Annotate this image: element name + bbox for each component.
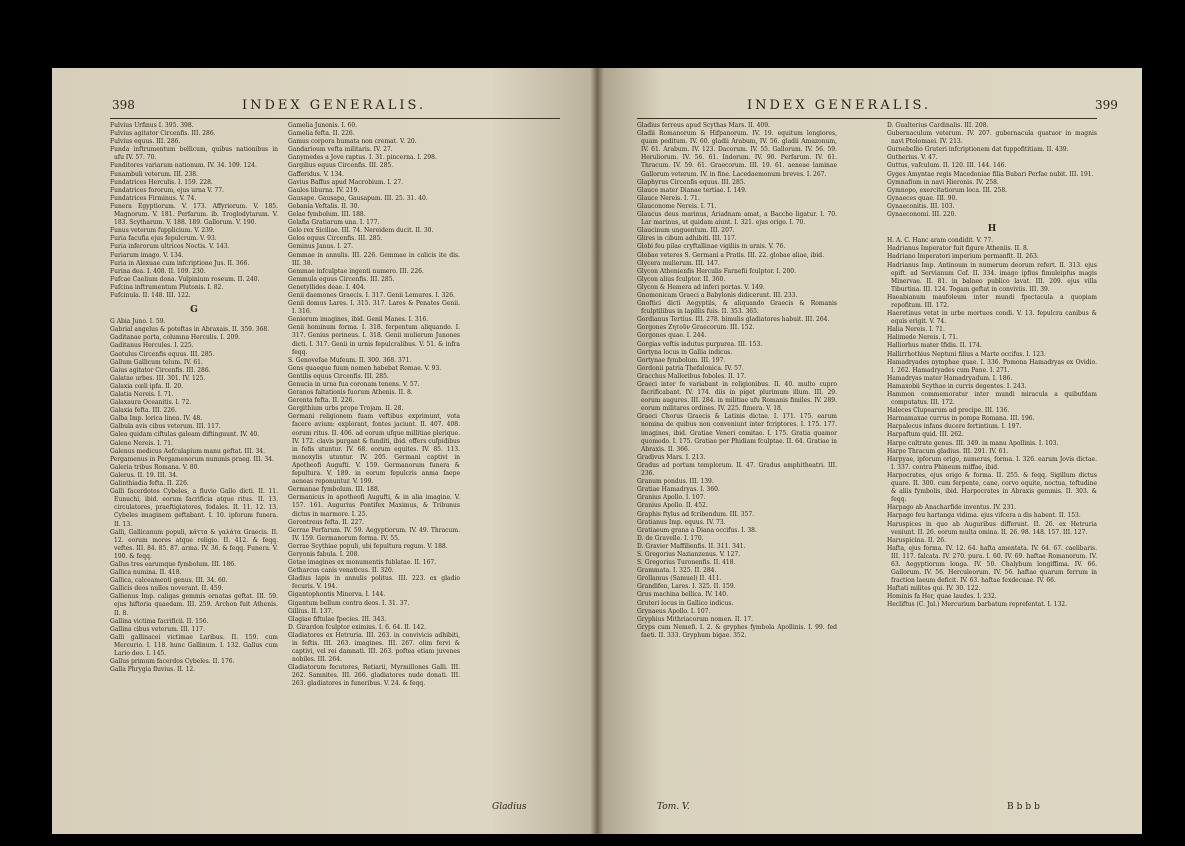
section-letter-g: G	[190, 305, 198, 316]
index-entry: Galla Phrygia fluvius. II. 12.	[110, 666, 196, 674]
index-entry: Geryonis fabula. I. 208.	[288, 550, 360, 558]
index-entry: D. Gravier Maffilienfis. II. 311. 341.	[637, 542, 746, 550]
index-entry: Gynaeces quae. III. 90.	[887, 194, 958, 202]
index-entry: Furiarum imago. V. 134.	[110, 251, 184, 259]
index-entry: Funditores variarum nationum. IV. 34. 109. 124.	[110, 162, 257, 170]
index-entry: Gubernaculum veterum. IV. 207. gubernacula quatuor in magnis navi Ptolomaei. IV. 213.	[887, 130, 1097, 146]
index-entry: Galbula avis cibus veterum. III. 117.	[110, 423, 221, 431]
index-entry: Gelos equus Circenfis. III. 285.	[288, 235, 383, 243]
left-running-header: INDEX GENERALIS.	[242, 98, 427, 113]
index-entry: Halimede Nereis. I. 71.	[887, 334, 958, 342]
index-entry: Getae imagines ex monumentis fublatae. II. 167.	[288, 559, 437, 567]
volume-mark: Tom. V.	[657, 802, 690, 812]
right-page	[597, 68, 1142, 834]
index-entry: Gorgones Ζητοῦν Graecorum. III. 152.	[637, 324, 755, 332]
index-entry: Gallica, calceamenti genus. III. 34. 60.	[110, 577, 228, 585]
book-spread	[52, 68, 1142, 834]
index-entry: Halia Nereis. I. 71.	[887, 326, 945, 334]
index-entry: Gortyna locus in Gallia indicus.	[637, 348, 733, 356]
index-entry: D. Girardon fculptor eximius. I. 6. 64. II. 142.	[288, 623, 427, 631]
index-entry: Harpaftum quid. III. 262.	[887, 431, 964, 439]
index-entry: Haeabianum maufoleum inter mundi fpectacula a quopiam repofitum. III. 172.	[887, 293, 1097, 309]
index-entry: Geminus Janus. I. 27.	[288, 243, 353, 251]
index-entry: Gabrial angelus & poteftas in Abraxais. II. 359. 368.	[110, 326, 270, 334]
index-entry: Gillius. II. 137.	[288, 607, 334, 615]
right-header-rule	[637, 118, 1097, 119]
index-entry: Galli, Gallicanum populi, κάττα & γαλάτα Graecis. II. 12. eorum mores atque religio. II. 412. & feqq. veftes. III. 84. 85. 87. arma. IV. 36. & feqq. Funera. V. 190. & feqq.	[110, 528, 278, 560]
index-entry: Glauconome Nereis. I. 71.	[637, 202, 717, 210]
left-page	[52, 68, 597, 834]
index-entry: Gynaeconitis. III. 103.	[887, 202, 955, 210]
index-entry: Fulvius equus. III. 286.	[110, 138, 181, 146]
index-entry: Gryphius Mithriacorum nomen. II. 17.	[637, 615, 754, 623]
index-entry: Harpalecus infans ducere fertintium. I. 197.	[887, 423, 1022, 431]
index-entry: Harpe Thracum gladius. III. 291. IV. 61.	[887, 447, 1009, 455]
index-entry: Pergamenus in Pergamenorum nummis praeg. III. 34.	[110, 455, 274, 463]
index-entry: Gallica numina. II. 418.	[110, 569, 182, 577]
index-entry: Gandarioum vefta militaris. IV. 27.	[288, 146, 393, 154]
index-entry: Glaphyrus Circenfis equus. III. 285.	[637, 178, 746, 186]
index-entry: Harpocrates, ejus origo & forma. II. 255. & feqq. Sigillum dictus quare. II. 300. cum ferpente, cane, corvo equite, noctua, teftudine & aliis fymbolis, ibid. Harpocrates in Abraxis gemmis. II. 303. & feqq.	[887, 471, 1097, 504]
index-entry: Galenus medicus Aefculapium manu geftat. III. 34.	[110, 447, 266, 455]
index-entry: Furia facufia ejus fepulcrum. V. 93.	[110, 235, 217, 243]
index-entry: Haruspicina. II. 26.	[887, 536, 947, 544]
index-entry: Gladiatorum fecutores, Retiarii, Myrmillones Galli. III. 262. Samnites. III. 266. gladiatores nude donati. III. 263. gladiatores in funeribus. V. 24. & feqq.	[288, 664, 460, 688]
index-entry: Gruteri locus in Gallico indicus.	[637, 599, 734, 607]
index-entry: Gradus ad portum templorum. II. 47. Gradus amphitheatri. III. 236.	[637, 461, 837, 478]
index-entry: Grynaeus Apollo. I. 107.	[637, 607, 711, 615]
index-entry: Gallus tres earumque fymbolum. III. 186.	[110, 560, 236, 568]
index-entry: Gaditanae porta, columna Herculis. I. 209.	[110, 334, 241, 342]
index-entry: Getharcus canis venaticus. II. 320.	[288, 567, 394, 575]
right-column-2	[887, 122, 1097, 807]
index-entry: Gnoftici dicti Aegyptiis, & aliquando Graecis & Romanis fculptilibus in lapillis fuis. II. 353. 365.	[637, 300, 837, 316]
index-entry: Guttus, vafculum. II. 120. III. 144. 146.	[887, 162, 1007, 170]
index-entry: Gurnebellio Gruteri infcriptionem dat fuppofititiam. II. 439.	[887, 146, 1069, 154]
left-column-2	[288, 122, 460, 807]
index-entry: Gamelia Junonis. I. 60.	[288, 122, 358, 129]
index-entry: Gentilis equus Circenfis. III. 285.	[288, 372, 389, 380]
index-entry: Glires in cibum adhibiti. III. 117.	[637, 235, 737, 243]
index-entry: Funambuli veterum. III. 238.	[110, 170, 199, 178]
index-entry: Gallina victima facrificii. II. 156.	[110, 617, 209, 625]
index-entry: Gerrae Perfarum. IV. 59. Aegyptiorum. IV. 49. Thracum. IV. 159. Germanorum forma. IV. 55.	[288, 526, 460, 542]
index-entry: Fufcinula. II. 148. III. 122.	[110, 291, 191, 299]
index-entry: Harmamaxae currus in pompa Romana. III. 196.	[887, 415, 1035, 423]
right-running-header: INDEX GENERALIS.	[747, 98, 932, 113]
index-entry: Gorgones quae. I. 244.	[637, 332, 707, 340]
index-entry: Gemmae in annulis. III. 226. Gemmae in calicis ite dis. III. 38.	[288, 251, 460, 267]
index-entry: Hammon commemoratur inter mundi miracula a quibufdam computatus. III. 172.	[887, 391, 1097, 407]
left-page-number: 398	[112, 98, 135, 112]
index-entry: Hadrianus Imperator fuit figure Atheniis. II. 8.	[887, 245, 1029, 253]
index-entry: Gallina cibus veterum. III. 117.	[110, 625, 205, 633]
index-entry: Genetyllides deae. I. 404.	[288, 283, 366, 291]
index-entry: Hecliftus (C. Jul.) Mercurium barbatum reprefentat. I. 132.	[887, 601, 1068, 609]
right-col1-entries	[637, 122, 837, 640]
index-entry: Fundatrices Herculis. I. 159. 228.	[110, 178, 213, 186]
index-entry: Gaius agitator Circenfis. III. 286.	[110, 366, 211, 374]
book-gutter	[590, 68, 604, 834]
index-entry: Gymnafium in navi Hieronis. IV. 258.	[887, 178, 999, 186]
index-entry: Genii hominum forma. I. 318. ferpentum aliquando. I. 317. Genius perineus. I. 318. Genii mulierum Junones dicti. I. 317. Genii in urnis fepulcralibus. V. 51. & infra feqq.	[288, 324, 460, 356]
index-entry: Gausape. Gausapa, Gausapum. III. 25. 31. 40.	[288, 194, 428, 202]
index-entry: Gallum Gallicum telum. IV. 61.	[110, 358, 203, 366]
index-entry: Gamus corpora humata non cremat. V. 20.	[288, 138, 417, 146]
index-entry: Hamadryas mater Hamadryadum. I. 186.	[887, 374, 1013, 382]
index-entry: Geniorum imagines, ibid. Genii Manes. I. 316.	[288, 316, 429, 324]
index-entry: Furia in Alexuae cum infcriptione Jus. II. 366.	[110, 259, 250, 267]
index-entry: Gigantum bellum contra deos. I. 31. 37.	[288, 599, 410, 607]
index-entry: Hominis fa Her, quae laudes. I. 232.	[887, 593, 997, 601]
index-entry: Granius Apollo. II. 452.	[637, 502, 708, 510]
section-letter-h: H	[987, 224, 997, 235]
index-entry: G Abia Juno. I. 59.	[110, 318, 166, 326]
index-entry: Gyges Amyntae regis Macedoniae filia Bubari Perfae nubit. III. 191.	[887, 170, 1094, 178]
index-entry: Galatia Nereis. I. 71.	[110, 391, 174, 398]
index-entry: Galba Imp. lorica linea. IV. 48.	[110, 415, 203, 423]
left-col1b-entries	[110, 318, 278, 674]
index-entry: Genii daemones Graecis. I. 317. Genii Lemures. I. 326.	[288, 291, 455, 299]
index-entry: Gracchus Malloribus foboles. II. 17.	[637, 372, 747, 380]
right-column-1	[637, 122, 837, 807]
index-entry: D. Gualterius Cardinalis. III. 208.	[887, 122, 989, 129]
left-col2-entries	[288, 122, 460, 689]
left-catchword: Gladius	[492, 802, 527, 812]
right-page-number: 399	[1095, 98, 1118, 112]
index-entry: Gaulos liburna. IV. 219.	[288, 186, 360, 194]
index-entry: H. A. C. Hanc aram condidit. V. 77.	[887, 237, 994, 245]
index-entry: Galli gallinacei victimae Laribus. II. 159. cum Mercurio. I. 118. hunc Gallinum. I. 132. Gallus cum Lario deo. I. 145.	[110, 633, 278, 657]
index-entry: Harpago ab Anacharfide inventus. IV. 231.	[887, 504, 1017, 512]
index-entry: Germani religionem fuam veftibus exprimunt, vota facere avium: explorant, fontes jaciunt. II. 407. 408. eorum ritus. II. 406. ad eorum ufque millitiae plerique. IV. 172. clavis purgant & funditi, ibid. offers cufpidibus in fefis utuntur. IV. 68. eorum equites. IV. 85. 113. monoxylis utuntur. IV. 205. Germani captivi in Apotheofi Augufti. V. 159. Germanorum funera & fepultura. V. 189. in eorum fepulcris anma faepe aeneas reponuntur. V. 199.	[288, 413, 460, 486]
index-entry: Genucia in urna fua coronam tenens. V. 57.	[288, 381, 420, 388]
index-entry: Harpe cultrate genus. III. 349. in manu Apollinis. I. 103.	[887, 439, 1059, 447]
index-entry: Gigantophontis Minerva. I. 144.	[288, 591, 386, 599]
index-entry: D. de Gravelle. I. 170.	[637, 534, 704, 542]
index-entry: Grollamus (Samuel) II. 411.	[637, 575, 722, 583]
index-entry: Galene Nereis. I. 71.	[110, 439, 173, 447]
index-entry: Gryps cum Nemefi. I. 2. & gryphes fymbola Apollinis. I. 99. fed faeti. II. 333. Gryphum bigae. 352.	[637, 623, 837, 639]
index-entry: S. Gregorius Nazianzenus. V. 127.	[637, 550, 741, 558]
index-entry: Gens quaeque fuum nomen habebat Romae. V. 93.	[288, 364, 442, 372]
index-entry: Gelo rex Siciliae. III. 74. Nereidem ducit. II. 30.	[288, 227, 434, 235]
index-entry: Gavius Baffus apud Macrobium. I. 27.	[288, 178, 404, 186]
index-entry: Galinthiadia fefta. II. 226.	[110, 480, 189, 488]
index-entry: Gorgias veftis indutus purpurea. III. 153.	[637, 340, 763, 348]
index-entry: Harpago feu hartanga vidima. ejus vifcera a dis habent. II. 153.	[887, 512, 1081, 520]
index-entry: Gargilius equus Circenfis. III. 285.	[288, 162, 394, 170]
index-entry: Gladius lapis in annulis politus. III. 223. ex gladio fecuris. V. 194.	[288, 575, 460, 591]
index-entry: Gallienus Imp. caligas gemmis ornatas geftat. III. 59. ejus hiftoria quaedam. III. 259. Archon fuit Athenis. II. 8.	[110, 593, 278, 617]
index-entry: Fulvius agitator Circenfis. III. 286.	[110, 130, 216, 138]
index-entry: Gerontreus fefta. II. 227.	[288, 518, 365, 526]
index-entry: Haeretinus vetat in urbe mortuos condi. V. 13. fepulcra canibus & equis erigit. V. 74.	[887, 310, 1097, 326]
index-entry: Graeci inter fe variabant in religionibus. II. 40. multo cupro facrificabant. IV. 174. diis in piget plurimum illum. III. 29. eorum augures. III. 284. in militiae ufu Romanis fimiles. IV. 289. eorum militares ordines. IV. 225. fimera. V. 18.	[637, 381, 837, 413]
index-entry: Gratianus Imp. equus. IV. 73.	[637, 518, 726, 526]
left-header-rule	[110, 118, 560, 119]
signature-mark: Bbbb	[1007, 802, 1043, 812]
index-entry: Galerus. II. 19. III. 34.	[110, 471, 178, 479]
index-entry: Furina dea. I. 408. II. 109. 230.	[110, 267, 206, 275]
index-entry: Galatae urbes. III. 301. IV. 125.	[110, 374, 206, 382]
index-entry: Funus veterum fupplicium. V. 239.	[110, 227, 215, 235]
index-entry: Fufcae Caelium dona. Vulpinium roseum. II. 240.	[110, 275, 260, 283]
index-entry: Geranos faltationis fuorum Athenis. II. 8.	[288, 389, 413, 397]
index-entry: Glauce mater Dianae tertiae. I. 149.	[637, 186, 747, 194]
index-entry: Gamelia fefta. II. 226.	[288, 130, 355, 138]
index-entry: Gnomonicam Graeci a Babylonis didicerunt. III. 233.	[637, 291, 798, 299]
index-entry: Harpyae, ipforum origo, numerus, forma. I. 326. earum Jovis dictae. I. 337. contra Phineum miffae, ibid.	[887, 455, 1097, 471]
left-column-1	[110, 122, 278, 807]
index-entry: Genii domus Lares. I. 315. 317. Lares & Penates Genii. I. 316.	[288, 300, 460, 316]
index-entry: Hafta, ejus forma. IV. 12. 64. hafta amentata. IV. 64. 67. caelibaris. III. 117. falcata. IV. 270. pura. I. 60. IV. 69. haftae Romanorum. IV. 63. Aegyptiorum longa. IV. 50. Chalybum longiffima. IV. 66. Gallorum. IV. 56. Herculeorum. IV. 56. haftae quarum ferrum in fraction laeum deficit. IV. 63. haftae fexdecuae. IV. 66.	[887, 544, 1097, 585]
index-entry: Graphis ftylus ad fcribendum. III. 357.	[637, 510, 755, 518]
index-entry: Gelae fymbolum. III. 188.	[288, 211, 366, 219]
index-entry: Gallicis deos nullos noverant. II. 459.	[110, 585, 224, 593]
index-entry: Grammata. I. 325. II. 284.	[637, 567, 717, 575]
index-entry: Hadrianus Imp. Antinoum in numerum deorum refert. II. 313. ejus epift. ad Servianum Cof. II. 334. imago ipfius fimuleipfus magis Minervae. II. 81. in balneo publico lavat. III. 209. ejus villa Tiburtina. III. 124. Togam geftat in conviviis. III. 39.	[887, 261, 1097, 293]
index-entry: Fundatrices fororum, ejus urna V. 77.	[110, 186, 224, 194]
index-entry: Galea quidam ciftulas galeam diftinguunt. IV. 40.	[110, 431, 260, 439]
index-entry: Fundatrices Firminus. V. 74.	[110, 194, 197, 202]
index-entry: Funda inftrumentum bellicum, quibus nationibus in ufu IV. 57. 70.	[110, 146, 278, 162]
index-entry: S. Genovefae Mufeum. II. 300. 368. 371.	[288, 356, 412, 364]
index-entry: Ganymedes a Jove raptus. I. 31. pincerna. I. 298.	[288, 154, 437, 162]
index-entry: Hamadryades nymphae quae. I. 336. Pomona Hamadryas ex Ovidio. I. 262. Hamadryades cum Pane. I. 271.	[887, 358, 1097, 374]
index-entry: Germanae fymbolum. III. 188.	[288, 486, 380, 494]
index-entry: Gemmae infculptae ingenti numero. III. 226.	[288, 267, 424, 275]
index-entry: Glycon & Hemera ad inferi portas. V. 149.	[637, 283, 765, 291]
index-entry: Glaucinum unguentum. III. 207.	[637, 227, 735, 235]
index-entry: Grandifen, Lares. I. 325. II. 159.	[637, 583, 736, 591]
index-entry: Galeria tribus Romana. V. 80.	[110, 463, 200, 471]
index-entry: Globae veteres S. Germani a Pratis. III. 22. globae aliae, ibid.	[637, 251, 824, 259]
index-entry: Halliorhus mater Ifidis. II. 174.	[887, 342, 982, 350]
index-entry: Gladius ferreus apud Scythas Mars. II. 409.	[637, 122, 770, 129]
index-entry: Gradivus Mars. I. 213.	[637, 453, 706, 461]
index-entry: Haleces Clupearum ad precipe. III. 136.	[887, 407, 1010, 415]
index-entry: Germanicus in apotheofi Augufti, & in alia imagine. V. 157. 161. Augurius Pontifex Maximus, & Tribunus dictus in marmore. I. 25.	[288, 494, 460, 518]
index-entry: Gerrae Scythiae populi, ubi fepultura regum. V. 188.	[288, 542, 448, 550]
index-entry: Furia inferorum ultrices Noctis. V. 143.	[110, 243, 230, 251]
index-entry: Funera Egyptiorum. V. 173. Affyriorum. V. 185. Magnorum. V. 181. Perfarum. ib. Troglodytarum. V. 183. Scytharum. V. 188. 189. Gallorum. V. 190.	[110, 202, 278, 227]
index-entry: Glycon alius fculptor. II. 360.	[637, 275, 726, 283]
index-entry: Gordonii patria Thefalonica. IV. 57.	[637, 364, 744, 372]
right-col2b-entries	[887, 237, 1097, 609]
index-entry: Graeci Chorus Graecis & Latinis dictae. I. 171. 175. earum nomina de quibus non conveniunt inter fcriptores. I. 175. 177. imagines, ibid. Gratiae Veneri comitae. I. 175. Gratia quamor quomodo. I. 175. Gratiae per Phidiam fculptae. II. 64. Gratiae in Abraxis. II. 366.	[637, 413, 837, 453]
index-entry: Gelafia Gratiarum una. I. 177.	[288, 219, 380, 227]
index-entry: Glagiae fiftulae fpecies. III. 343.	[288, 615, 387, 623]
index-entry: Glycon Athenienfis Herculis Farnefii fculptor. I. 200.	[637, 267, 797, 275]
right-col2-entries	[887, 122, 1097, 219]
index-entry: Gynaeconomi. III. 220.	[887, 211, 957, 219]
index-entry: Gebania Veftalis. II. 30.	[288, 202, 360, 210]
index-entry: Gaditanus Hercules. I. 225.	[110, 342, 194, 350]
index-entry: Granum pondus. III. 139.	[637, 478, 714, 486]
index-entry: Gratiaeum grana a Diana occifus. I. 38.	[637, 526, 757, 534]
index-entry: Gerenta fefta. II. 226.	[288, 397, 355, 405]
index-entry: Gordianus Tertius. III. 278. bimulis gladiatores habuit. III. 264.	[637, 316, 830, 324]
index-entry: S. Gregorius Turonenfis. II. 418.	[637, 559, 736, 567]
index-entry: Galaxaura Oceanitis. I. 72.	[110, 399, 192, 407]
index-entry: Galaxia cœli ipfa. II. 20.	[110, 382, 184, 390]
index-entry: Gafferidus. V. 134.	[288, 170, 345, 178]
index-entry: Galaxia fefta. III. 226.	[110, 407, 177, 415]
index-entry: Glycera mulierum. III. 147.	[637, 259, 720, 267]
index-entry: Glaucus deus marinus, Ariadnam amat, a Baccho ligatur. I. 70. Lar marinus, ut quidam aiunt. I. 321. ejus origo. I. 70.	[637, 211, 837, 227]
index-entry: Gemmula equus Circenfis. III. 285.	[288, 275, 395, 283]
index-entry: Globi feu pilae cryftallinae vigiliis in urnis. V. 76.	[637, 243, 786, 251]
index-entry: Galli facerdotes Cybeles, a fluvio Gallo dicti. II. 11. Eunuchi, ibid. eorum facrificia atque ritus. II. 13. circulatores, praeftigiatores, fodales. II. 11. 12. 13. Cybeles imaginem geftabant. I. 10. ipforum funera. II. 13.	[110, 488, 278, 528]
index-entry: Gortynae fymbolum. III. 197.	[637, 356, 726, 364]
index-entry: Hallirrhothius Neptuni filius a Marte occifus. I. 123.	[887, 350, 1046, 358]
index-entry: Gaetulus Circenfis equus. III. 285.	[110, 350, 215, 358]
index-entry: Granius Apollo. I. 107.	[637, 494, 706, 502]
index-entry: Gratiae Hamadryas. I. 360.	[637, 486, 720, 494]
index-entry: Gutherius. V. 47.	[887, 154, 938, 162]
index-entry: Gallus primum facerdos Cybeles. II. 176.	[110, 658, 235, 666]
left-col1-entries	[110, 122, 278, 300]
index-entry: Gladii Romanorum & Hifpanorum. IV. 19. equitum longiores, quam peditum. IV. 60. gladii Arabum, IV. 56. gladii Amazonum, IV. 61. Arabum. IV. 123. Dacorum. IV. 55. Gallorum. IV. 56. 59. Heruliorum. IV. 56. 61. Indorum. IV. 90. Perfarum. IV. 61. Thracum. IV. 59. 61. Graecorum. III. 19. 61. aeneae laminae Gallorum veterum. IV. in fine. Lacedaemonum breves. I. 267.	[637, 130, 837, 178]
index-entry: Glauce Nereis. I. 71.	[637, 194, 700, 202]
index-entry: Hamaxobii Scythae in curris degentes. I. 243.	[887, 382, 1027, 390]
index-entry: Fulvius Urfinus I. 395. 398.	[110, 122, 194, 129]
index-entry: Gladiatores ex Hetruria. III. 263. in convivicis adhibiti, in feftis. III. 263. imagines. III. 267. olim fervi & captivi, vel rei damnati. III. 263. poftea etiam juvenes nobiles. III. 264.	[288, 631, 460, 664]
index-entry: Fufcina inftrumentum Plutonis. I. 82.	[110, 283, 224, 291]
index-entry: Grus machina bellica. IV. 140.	[637, 591, 728, 599]
index-entry: Gergithium urbs prope Trojam. II. 28.	[288, 405, 404, 413]
index-entry: Haruspices in quo ab Auguribus differunt. II. 26. ex Hetruria veniunt. II. 26. eorum multa omina. II. 26. 98. 148. 157. III. 127.	[887, 520, 1097, 536]
index-entry: Haftati milites qui. IV. 30. 122.	[887, 585, 981, 593]
index-entry: Gymnopo, exercitatiorum loca. III. 258.	[887, 186, 1008, 194]
index-entry: Hadriano Imperatori imperium permanfit. II. 263.	[887, 253, 1039, 261]
